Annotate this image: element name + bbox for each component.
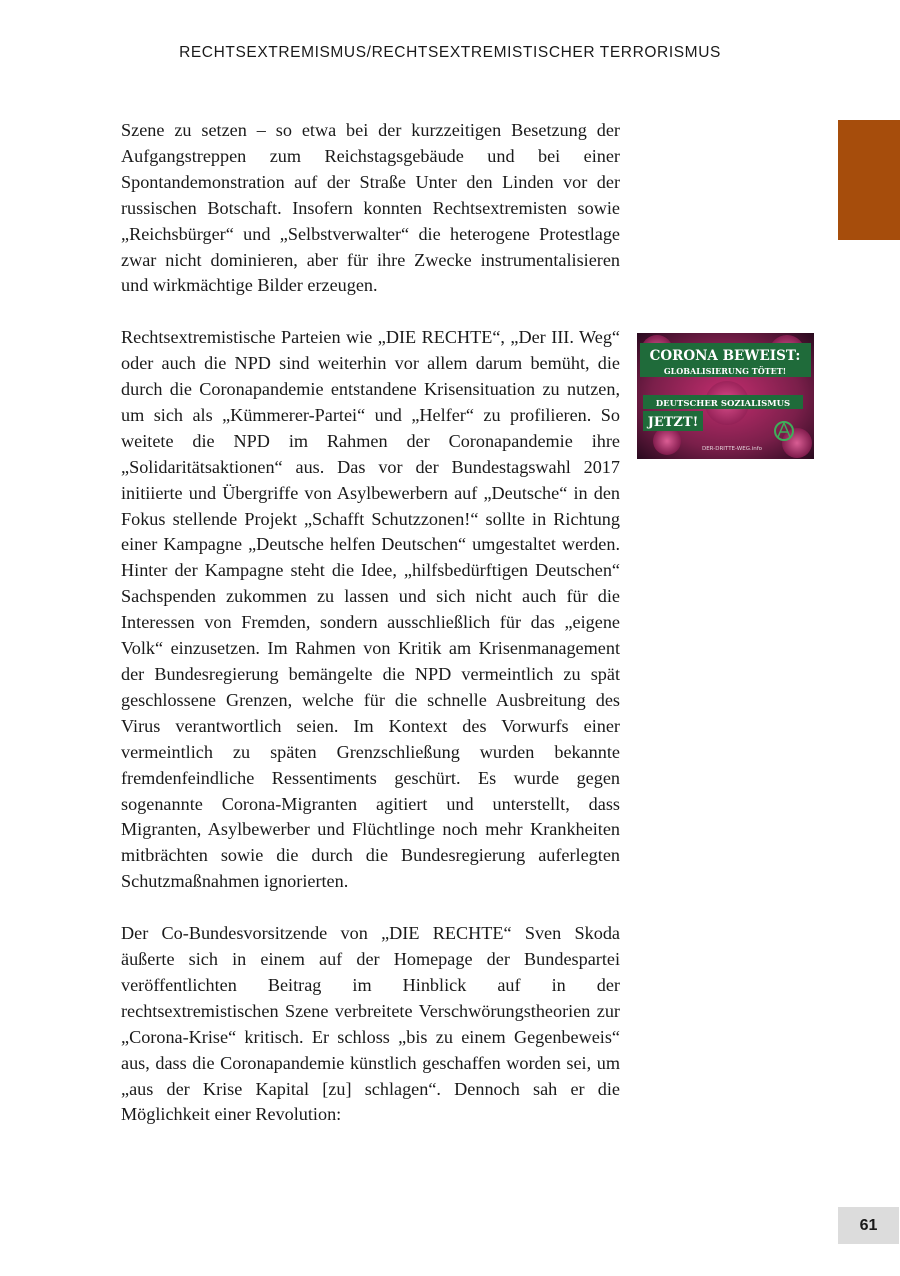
slogan-line-1: DEUTSCHER SOZIALISMUS bbox=[655, 399, 791, 409]
headline-line-1: CORONA BEWEIST: bbox=[649, 348, 801, 364]
body-text bbox=[121, 118, 620, 1154]
footer-url: DER-DRITTE-WEG.info bbox=[701, 446, 763, 452]
paragraph: Szene zu setzen – so etwa bei der kurzzeitigen Besetzung der Aufgangstreppen zum Reichstagsgebäude und bei einer Spontandemonstration auf der Straße Unter den Linden vor der russischen Botschaft. Insofern konnten Rechtsextremisten sowie „Reichsbürger“ und „Selbstverwalter“ die heterogene Protestlage zwar nicht dominieren, aber für ihre Zwecke instrumentalisieren und wirkmächtige Bilder erzeugen. bbox=[121, 120, 620, 296]
propaganda-image bbox=[637, 333, 814, 459]
slogan-line-2: JETZT! bbox=[647, 415, 699, 430]
chapter-color-tab bbox=[838, 120, 900, 240]
page-number: 61 bbox=[838, 1207, 899, 1244]
paragraph: Rechtsextremistische Parteien wie „DIE RECHTE“, „Der III. Weg“ oder auch die NPD sind weiterhin vor allem darum bemüht, die durch die Coronapandemie entstandene Krisensituation zu nutzen, um sich als „Kümmerer-Partei“ und „Helfer“ zu profilieren. So weitete die NPD im Rahmen der Coronapandemie ihre „Solidaritätsaktionen“ aus. Das vor der Bundestagswahl 2017 initiierte und Übergriffe von Asylbewerbern auf „Deutsche“ in den Fokus stellende Projekt „Schafft Schutzzonen!“ sollte in Richtung einer Kampagne „Deutsche helfen Deutschen“ umgestaltet werden. Hinter der Kampagne steht die Idee, „hilfsbedürftigen Deutschen“ Sachspenden zukommen zu lassen und sich nicht auch für die Interessen von Fremden, sondern ausschließlich für das „eigene Volk“ einzusetzen. Im Rahmen von Kritik am Krisenmanagement der Bundesregierung bemängelte die NPD vermeintlich zu spät geschlossene Grenzen, welche für die schnelle Ausbreitung des Virus verantwortlich seien. Im Kontext des Vorwurfs einer vermeintlich zu späten Grenzschließung wurden bekannte fremdenfeindliche Ressentiments geschürt. Es wurde gegen sogenannte Corona-Migranten agitiert und unterstellt, dass Migranten, Asylbewerber und Flüchtlinge noch mehr Krankheiten mitbrächten sowie die durch die Bundesregierung auferlegten Schutzmaßnahmen ignorierten. bbox=[121, 327, 620, 892]
headline-line-2: GLOBALISIERUNG TÖTET! bbox=[663, 366, 787, 376]
paragraph: Der Co-Bundesvorsitzende von „DIE RECHTE“ Sven Skoda äußerte sich in einem auf der Homepage der Bundespartei veröffentlichten Beitrag im Hinblick auf in der rechtsextremistischen Szene verbreitete Verschwörungstheorien zur „Corona-Krise“ kritisch. Er schloss „bis zu einem Gegenbeweis“ aus, dass die Coronapandemie künstlich geschaffen worden sei, um „aus der Krise Kapital [zu] schlagen“. Dennoch sah er die Möglichkeit einer Revolution: bbox=[121, 923, 620, 1125]
running-header: RECHTSEXTREMISMUS/RECHTSEXTREMISTISCHER TERRORISMUS bbox=[179, 44, 721, 61]
